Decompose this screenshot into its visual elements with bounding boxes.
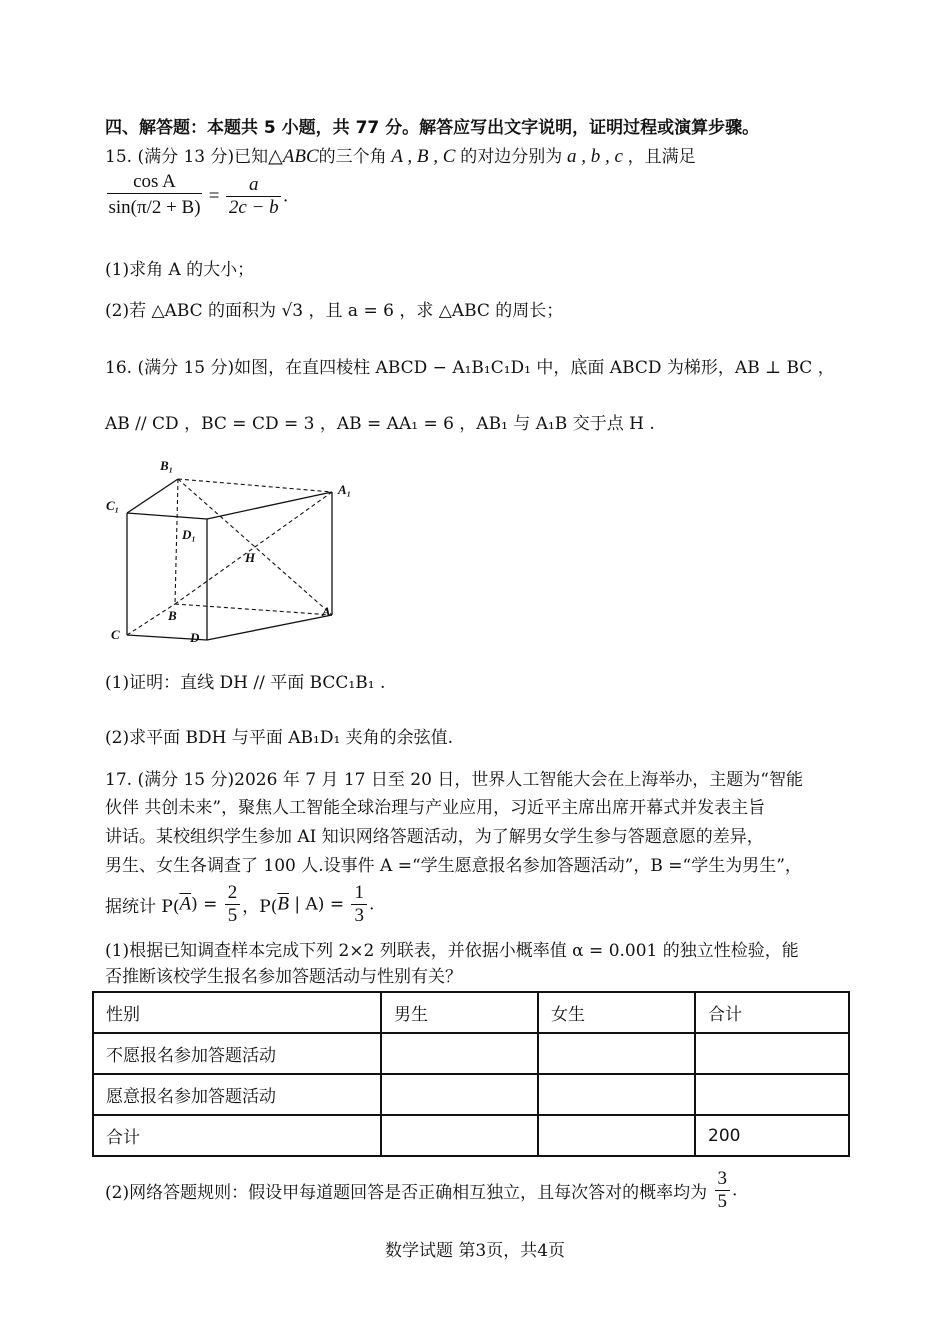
q17-part2-text: (2)网络答题规则：假设甲每道题回答是否正确相互独立，且每次答对的概率均为: [105, 1183, 708, 1203]
q17-eq1: ) =: [191, 894, 218, 915]
q17-p-label: 据统计 P(: [105, 897, 180, 917]
label-b1: B₁: [160, 458, 174, 473]
table-header-cell: 合计: [695, 992, 849, 1033]
q17-part2: [105, 1168, 737, 1213]
q17-part1-l1: (1)根据已知调查样本完成下列 2×2 列联表，并依据小概率值 α = 0.001 的独立性检验，能: [105, 941, 799, 961]
label-b: B: [168, 608, 177, 623]
q17-frac2-num: 1: [351, 882, 367, 905]
q15-part1: (1)求角 A 的大小；: [105, 260, 255, 280]
label-d1: D₁: [182, 527, 196, 542]
q17-p-label2: ，P(: [242, 897, 278, 917]
table-cell[interactable]: [695, 1074, 849, 1115]
q17-frac3-den: 5: [717, 1191, 727, 1212]
q17-period: .: [368, 894, 375, 915]
table-cell[interactable]: [538, 1074, 695, 1115]
q17-eq2: | A) =: [288, 894, 345, 915]
label-a: A: [322, 604, 331, 619]
q17-a-bar: $\overline{A}$: [179, 893, 192, 915]
table-header-cell: 性别: [93, 992, 381, 1033]
table-row: [93, 1074, 849, 1115]
edge-c1-b1: [127, 479, 178, 513]
edge-c1-d1: [127, 513, 207, 519]
q17-line5: [105, 882, 374, 927]
table-cell[interactable]: [538, 1033, 695, 1074]
table-header-cell: 女生: [538, 992, 695, 1033]
table-cell[interactable]: [381, 1033, 538, 1074]
q15-eq-rhs-denominator: 2c − b: [228, 197, 279, 218]
page-footer: 数学试题 第3页，共4页: [384, 1241, 566, 1261]
q15-intro-text-b: 的三个角: [318, 147, 387, 167]
edge-d-a: [207, 615, 332, 640]
table-cell[interactable]: [381, 1074, 538, 1115]
table-cell[interactable]: [381, 1115, 538, 1156]
q15-intro: 15. (满分 13 分)已知△ABC的三个角 A , B , C 的对边分别为 a , b , c ，且满足: [105, 146, 696, 167]
q15-eq-denominator: sin(π/2 + B): [108, 197, 201, 218]
table-cell[interactable]: [538, 1115, 695, 1156]
edge-b-a: [175, 604, 332, 615]
q17-frac1-num: 2: [225, 882, 241, 905]
table-cell: 愿意报名参加答题活动: [93, 1074, 381, 1115]
q15-eq-rhs-numerator: a: [226, 174, 281, 197]
q16-line2: AB // CD ，BC = CD = 3 ，AB = AA₁ = 6 ，AB₁ 与 A₁B 交于点 H .: [105, 414, 655, 434]
q15-equation: $\frac{\text{cos A}}{\sin(\pi/2 + B)}$ = $\frac{a}{2c - b}$ .: [105, 171, 288, 222]
prism-figure: [100, 450, 370, 650]
q17-part2-period: .: [732, 1180, 738, 1201]
q15-intro-text-d: ，且满足: [627, 147, 696, 167]
q17-line1: 17. (满分 15 分)2026 年 7 月 17 日至 20 日，世界人工智能大会在上海举办，主题为“智能: [105, 770, 804, 790]
edge-b1-b: [175, 479, 178, 604]
q15-intro-text-c: 的对边分别为: [460, 147, 563, 167]
table-cell: 200: [695, 1115, 849, 1156]
q17-frac2-den: 3: [354, 905, 364, 926]
table-row: [93, 1115, 849, 1156]
q17-frac1-den: 5: [227, 905, 238, 926]
label-c: C: [111, 627, 120, 642]
q16-line1: 16. (满分 15 分)如图，在直四棱柱 ABCD − A₁B₁C₁D₁ 中，底面 ABCD 为梯形，AB ⊥ BC ，: [105, 358, 835, 378]
table-cell: 合计: [93, 1115, 381, 1156]
q17-frac3-num: 3: [715, 1168, 731, 1191]
q15-intro-text: 15. (满分 13 分)已知: [105, 147, 269, 167]
q16-part2: (2)求平面 BDH 与平面 AB₁D₁ 夹角的余弦值.: [105, 728, 454, 748]
label-a1: A₁: [338, 482, 352, 497]
q17-part1-l2: 否推断该校学生报名参加答题活动与性别有关？: [105, 967, 462, 987]
edge-b1-a1: [178, 479, 332, 492]
q17-b-bar: $\overline{B}$: [277, 893, 289, 915]
q16-part1: (1)证明：直线 DH // 平面 BCC₁B₁ .: [105, 673, 386, 693]
section-header: 四、解答题：本题共 5 小题，共 77 分。解答应写出文字说明，证明过程或演算步骤。: [105, 118, 760, 138]
label-c1: C₁: [106, 498, 120, 513]
label-d: D: [190, 630, 200, 645]
q17-line4: 男生、女生各调查了 100 人.设事件 A =“学生愿意报名参加答题活动”，B =“学生为男生”，: [105, 856, 802, 876]
table-row: [93, 1033, 849, 1074]
table-header-cell: 男生: [381, 992, 538, 1033]
q17-line2: 伙伴 共创未来”，聚焦人工智能全球治理与产业应用，习近平主席出席开幕式并发表主旨: [105, 798, 766, 818]
table-cell[interactable]: [695, 1033, 849, 1074]
label-h: H: [245, 550, 256, 565]
table-header-row: [93, 992, 849, 1033]
q15-eq-numerator: cos A: [107, 171, 202, 194]
q17-line3: 讲话。某校组织学生参加 AI 知识网络答题活动，为了解男女学生参与答题意愿的差异，: [105, 827, 764, 847]
contingency-table: [92, 991, 850, 1157]
table-cell: 不愿报名参加答题活动: [93, 1033, 381, 1074]
q15-part2: (2)若 △ABC 的面积为 √3 ，且 a = 6 ，求 △ABC 的周长；: [105, 301, 564, 321]
q15-triangle: △ABC: [268, 146, 319, 167]
